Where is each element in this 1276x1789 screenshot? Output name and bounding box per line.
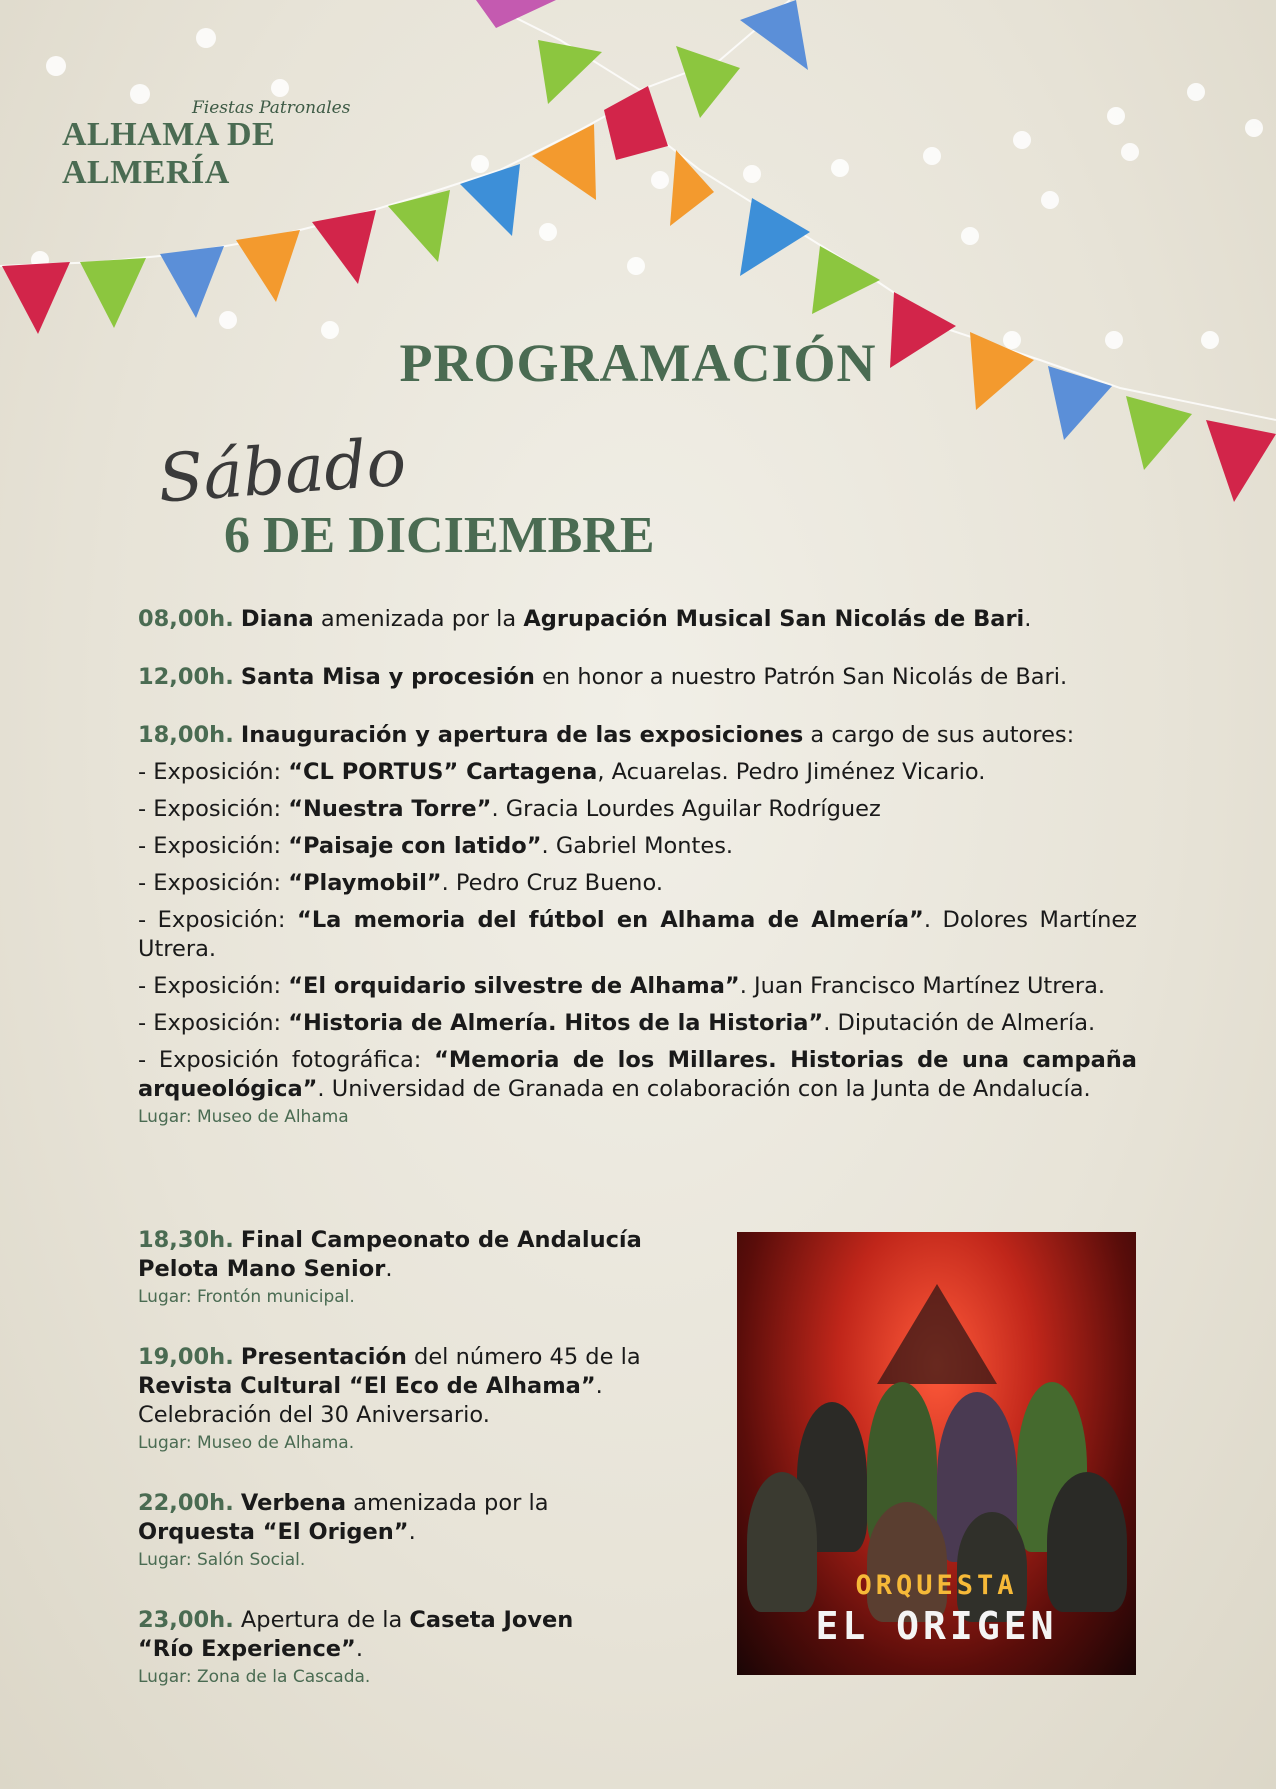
day-date: 6 DE DICIEMBRE: [224, 507, 655, 564]
event-location: Lugar: Museo de Alhama: [138, 1107, 349, 1127]
event-item: [138, 1489, 638, 1571]
event-text: .: [408, 1519, 416, 1545]
day-weekday: Sábado: [155, 423, 409, 518]
exhibition-item: [138, 869, 1137, 898]
exhibition-title: “La memoria del fútbol en Alhama de Almería”: [297, 907, 924, 933]
poster-logo-triangle: [877, 1284, 997, 1384]
event-title: Santa Misa y procesión: [240, 664, 535, 690]
exhibition-prefix: - Exposición:: [138, 973, 289, 999]
event-text: en honor a nuestro Patrón San Nicolás de Bari.: [534, 664, 1068, 690]
exhibition-title: “Memoria de los Millares. Historias de una campaña arqueológica”: [138, 1047, 1137, 1102]
event-title: Diana: [240, 606, 314, 632]
event-text: del número 45 de la: [406, 1344, 641, 1370]
event-subtitle: “Río Experience”: [138, 1636, 356, 1662]
exhibition-title: “Paisaje con latido”: [288, 833, 542, 859]
event-location: Lugar: Salón Social.: [138, 1550, 306, 1570]
exhibition-author: , Acuarelas. Pedro Jiménez Vicario.: [597, 759, 986, 785]
event-time: 19,00h.: [138, 1344, 234, 1370]
exhibition-author: . Juan Francisco Martínez Utrera.: [739, 973, 1106, 999]
exhibition-item: [138, 795, 1137, 824]
exhibition-item: [138, 1009, 1137, 1038]
exhibition-prefix: - Exposición:: [138, 907, 298, 933]
exhibition-prefix: - Exposición:: [138, 1010, 289, 1036]
page-title: PROGRAMACIÓN: [399, 333, 877, 393]
exhibition-item: [138, 972, 1137, 1001]
event-performer: Orquesta “El Origen”: [138, 1519, 409, 1545]
event-text: .: [385, 1256, 393, 1282]
exhibition-item: [138, 832, 1137, 861]
event-text: amenizada por la: [313, 606, 524, 632]
event-location: Lugar: Frontón municipal.: [138, 1287, 355, 1307]
event-time: 23,00h.: [138, 1607, 234, 1633]
event-note: Celebración del 30 Aniversario.: [138, 1402, 490, 1428]
exhibition-prefix: - Exposición fotográfica:: [138, 1047, 435, 1073]
exhibition-title: “Nuestra Torre”: [288, 796, 492, 822]
exhibition-prefix: - Exposición:: [138, 833, 289, 859]
exhibition-title: “El orquidario silvestre de Alhama”: [288, 973, 740, 999]
exhibition-prefix: - Exposición:: [138, 870, 289, 896]
event-title: Caseta Joven: [409, 1607, 574, 1633]
event-title: Final Campeonato de Andalucía Pelota Mano Senior: [138, 1227, 642, 1282]
event-time: 18,30h.: [138, 1227, 234, 1253]
program-list: [138, 605, 1137, 1128]
event-text: .: [355, 1636, 363, 1662]
brand-name: ALHAMA DE ALMERÍA: [62, 116, 276, 191]
exhibition-item: [138, 758, 1137, 787]
band-poster: [737, 1232, 1136, 1675]
event-text: a cargo de sus autores:: [803, 722, 1075, 748]
event-item: [138, 605, 1137, 634]
event-subject: Revista Cultural “El Eco de Alhama”: [138, 1373, 596, 1399]
event-text: .: [595, 1373, 603, 1399]
exhibition-title: “CL PORTUS” Cartagena: [288, 759, 598, 785]
brand-script: Fiestas Patronales: [192, 98, 351, 118]
exhibition-item: [138, 906, 1137, 964]
event-text: amenizada por la: [346, 1490, 549, 1516]
event-text: Apertura de la: [233, 1607, 410, 1633]
poster-title-line1: ORQUESTA: [855, 1570, 1018, 1601]
exhibition-prefix: - Exposición:: [138, 759, 289, 785]
poster-title-line2: EL ORIGEN: [815, 1604, 1058, 1648]
flags: [2, 0, 1276, 502]
event-item: [138, 663, 1137, 692]
exhibition-author: . Dolores Martínez Utrera.: [138, 907, 1137, 962]
event-title: Presentación: [240, 1344, 407, 1370]
event-item: [138, 1606, 638, 1688]
exhibition-title: “Playmobil”: [288, 870, 442, 896]
brand-logo: [62, 98, 442, 191]
exhibition-author: . Universidad de Granada en colaboración con la Junta de Andalucía.: [317, 1076, 1091, 1102]
event-item: [138, 1226, 698, 1308]
event-time: 12,00h.: [138, 664, 234, 690]
event-item: [138, 721, 1137, 1128]
exhibition-prefix: - Exposición:: [138, 796, 289, 822]
event-title: Verbena: [240, 1490, 347, 1516]
event-time: 18,00h.: [138, 722, 234, 748]
exhibition-author: . Gracia Lourdes Aguilar Rodríguez: [491, 796, 881, 822]
event-item: [138, 1343, 678, 1454]
exhibition-author: . Pedro Cruz Bueno.: [441, 870, 663, 896]
event-location: Lugar: Museo de Alhama.: [138, 1433, 355, 1453]
event-text: .: [1024, 606, 1032, 632]
event-time: 22,00h.: [138, 1490, 234, 1516]
event-time: 08,00h.: [138, 606, 234, 632]
event-title: Inauguración y apertura de las exposiciones: [240, 722, 804, 748]
exhibition-title: “Historia de Almería. Hitos de la Historia”: [288, 1010, 824, 1036]
event-performer: Agrupación Musical San Nicolás de Bari: [523, 606, 1025, 632]
exhibition-item: [138, 1046, 1137, 1104]
exhibition-author: . Diputación de Almería.: [823, 1010, 1096, 1036]
exhibition-author: . Gabriel Montes.: [541, 833, 734, 859]
event-location: Lugar: Zona de la Cascada.: [138, 1667, 371, 1687]
